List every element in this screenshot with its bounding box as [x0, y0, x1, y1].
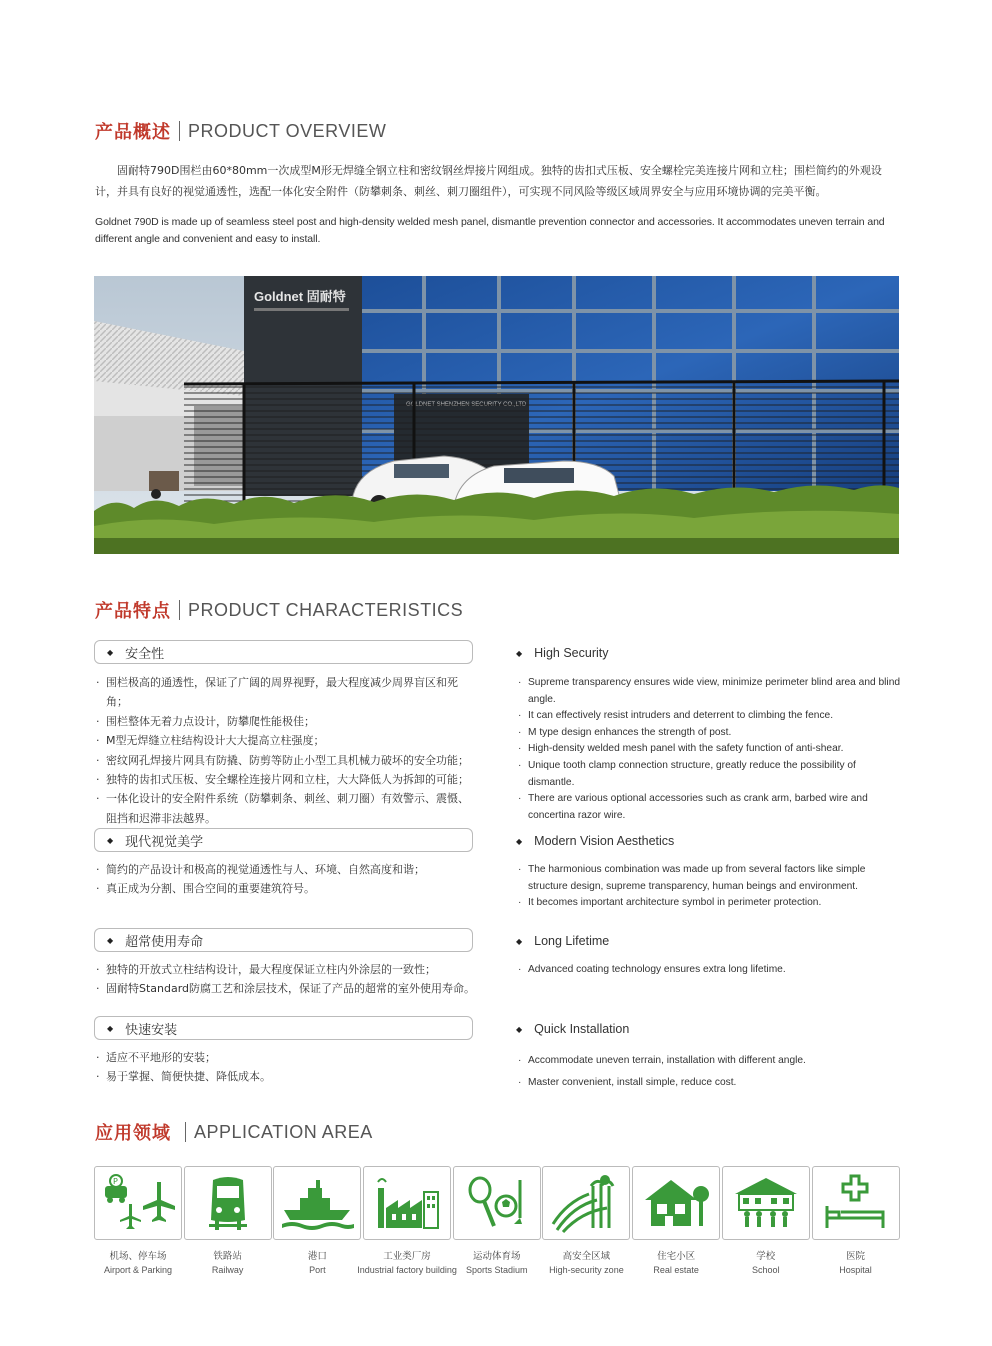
application-label-cn: 机场、停车场: [109, 1251, 167, 1262]
application-label-en: Railway: [211, 1265, 244, 1275]
application-item: [94, 1166, 182, 1275]
train-icon: [184, 1166, 272, 1240]
overview-title-cn: 产品概述: [95, 122, 171, 143]
house-icon: [632, 1166, 720, 1240]
application-item: [722, 1166, 810, 1275]
diamond-icon: ◆: [516, 936, 523, 946]
feature-security-list-cn: [96, 673, 476, 828]
feature-security-list-en: [518, 675, 903, 824]
svg-text:P: P: [113, 1177, 118, 1186]
overview-text-en: Goldnet 790D is made up of seamless steel post and high-density welded mesh panel, dismantle prevention connector and accessories. It accommodates uneven terrain and different angle and convenient and easy to install.: [95, 216, 885, 245]
diamond-icon: ◆: [107, 835, 114, 845]
characteristics-title-cn: 产品特点: [95, 601, 171, 622]
application-label-en: Industrial factory building: [357, 1265, 457, 1275]
list-item: · Master convenient, install simple, reduce cost.: [518, 1072, 903, 1094]
application-item: [542, 1166, 630, 1275]
list-item: · 固耐特Standard防腐工艺和涂层技术，保证了产品的超常的室外使用寿命。: [96, 979, 476, 998]
diamond-icon: ◆: [107, 935, 114, 945]
diamond-icon: ◆: [516, 1024, 523, 1034]
feature-lifetime-box: [94, 928, 473, 952]
characteristics-title-en: PRODUCT CHARACTERISTICS: [188, 599, 464, 620]
application-label-en: Sports Stadium: [465, 1265, 528, 1275]
application-label-en: Airport & Parking: [103, 1265, 173, 1275]
list-item: · It can effectively resist intruders and deterrent to climbing the fence.: [518, 708, 903, 725]
heading-divider: [179, 600, 180, 620]
sports-icon: [453, 1166, 541, 1240]
list-item: · 易于掌握、简便快捷、降低成本。: [96, 1067, 476, 1086]
diamond-icon: ◆: [516, 836, 523, 846]
heading-divider: [185, 1122, 186, 1142]
application-label-en: School: [752, 1265, 780, 1275]
overview-heading: [95, 118, 386, 144]
feature-installation-box: [94, 1016, 473, 1040]
feature-title-en: Long Lifetime: [534, 934, 610, 948]
security-zone-icon: [542, 1166, 630, 1240]
application-label-cn: 医院: [845, 1251, 865, 1262]
characteristics-heading: [95, 597, 463, 623]
feature-title-cn: 现代视觉美学: [125, 834, 204, 850]
feature-title-en: Modern Vision Aesthetics: [534, 834, 675, 848]
application-label-cn: 铁路站: [213, 1251, 242, 1262]
list-item: · Supreme transparency ensures wide view, minimize perimeter blind area and blind angle.: [518, 675, 903, 708]
list-item: · 围栏极高的通透性，保证了广阔的周界视野，最大程度减少周界盲区和死角；: [96, 673, 476, 712]
feature-lifetime-list-en: [518, 962, 903, 979]
application-item: [632, 1166, 720, 1275]
application-label-en: Real estate: [653, 1265, 699, 1275]
application-label-cn: 港口: [307, 1251, 327, 1262]
feature-lifetime-list-cn: [96, 960, 476, 999]
list-item: · The harmonious combination was made up from several factors like simple structure design, supreme transparency, human beings and environment.: [518, 862, 903, 895]
list-item: · 独特的开放式立柱结构设计，最大程度保证立柱内外涂层的一致性；: [96, 960, 476, 979]
feature-title-cn: 安全性: [125, 646, 165, 662]
photo-sign: Goldnet 固耐特: [254, 289, 346, 304]
list-item: · Unique tooth clamp connection structure, greatly reduce the possibility of dismantle.: [518, 758, 903, 791]
list-item: · 简约的产品设计和极高的视觉通透性与人、环境、自然高度和谐；: [96, 860, 476, 879]
school-icon: [722, 1166, 810, 1240]
feature-title-cn: 超常使用寿命: [125, 934, 204, 950]
feature-installation-list-en: [518, 1050, 903, 1094]
list-item: · 独特的齿扣式压板、安全螺栓连接片网和立柱，大大降低人为拆卸的可能；: [96, 770, 476, 789]
list-item: · Advanced coating technology ensures extra long lifetime.: [518, 962, 903, 979]
feature-title-en: High Security: [534, 646, 609, 660]
feature-installation-list-cn: [96, 1048, 476, 1087]
application-label-cn: 运动体育场: [472, 1251, 521, 1262]
feature-aesthetics-list-en: [518, 862, 903, 912]
application-label-en: High-security zone: [549, 1265, 624, 1275]
application-item: [812, 1166, 900, 1275]
airport-icon: [94, 1166, 182, 1240]
feature-title-en: Quick Installation: [534, 1022, 630, 1036]
feature-security-box: [94, 640, 473, 664]
application-item: [357, 1166, 457, 1275]
application-title-cn: 应用领域: [95, 1123, 171, 1144]
diamond-icon: ◆: [107, 647, 114, 657]
overview-title-en: PRODUCT OVERVIEW: [188, 120, 387, 141]
application-heading: [95, 1119, 373, 1145]
overview-text-cn: 固耐特790D围栏由60*80mm一次成型M形无焊缝全钢立柱和密纹钢丝焊接片网组成。独特的齿扣式压板、安全螺栓完美连接片网和立柱；围栏简约的外观设计，并具有良好的视觉通透性，选配一体化安全附件（防攀刺条、刺丝、刺刀圈组件），可实现不同风险等级区域周界安全与应用环境协调的完美平衡。: [95, 164, 882, 198]
application-item: [184, 1166, 272, 1275]
list-item: · 适应不平地形的安装；: [96, 1048, 476, 1067]
list-item: · Accommodate uneven terrain, installation with different angle.: [518, 1050, 903, 1072]
product-photo: [94, 276, 899, 554]
application-label-en: Hospital: [839, 1265, 872, 1275]
feature-aesthetics-list-cn: [96, 860, 476, 899]
factory-icon: [363, 1166, 451, 1240]
application-icons: [94, 1166, 901, 1275]
list-item: · M型无焊缝立柱结构设计大大提高立柱强度；: [96, 731, 476, 750]
application-label-cn: 学校: [756, 1251, 776, 1262]
feature-title-cn: 快速安装: [125, 1022, 178, 1038]
application-label-cn: 住宅小区: [657, 1251, 696, 1262]
feature-lifetime-title-en: [516, 929, 609, 953]
list-item: · 密纹网孔焊接片网具有防撬、防剪等防止小型工具机械力破坏的安全功能；: [96, 751, 476, 770]
feature-aesthetics-box: [94, 828, 473, 852]
list-item: · 真正成为分割、围合空间的重要建筑符号。: [96, 879, 476, 898]
list-item: · 一体化设计的安全附件系统（防攀刺条、刺丝、刺刀圈）有效警示、震慑、阻挡和迟滞非法越界。: [96, 789, 476, 828]
feature-security-title-en: [516, 641, 609, 665]
list-item: · High-density welded mesh panel with the safety function of anti-shear.: [518, 741, 903, 758]
application-item: [453, 1166, 541, 1275]
feature-installation-title-en: [516, 1017, 629, 1041]
application-label-en: Port: [309, 1265, 326, 1275]
hospital-icon: [812, 1166, 900, 1240]
ship-icon: [273, 1166, 361, 1240]
heading-divider: [179, 121, 180, 141]
application-title-en: APPLICATION AREA: [194, 1121, 373, 1142]
list-item: · It becomes important architecture symbol in perimeter protection.: [518, 895, 903, 912]
list-item: · 围栏整体无着力点设计，防攀爬性能极佳；: [96, 712, 476, 731]
application-label-cn: 高安全区域: [562, 1251, 611, 1262]
application-item: [273, 1166, 361, 1275]
list-item: · There are various optional accessories such as crank arm, barbed wire and concertina razor wire.: [518, 791, 903, 824]
diamond-icon: ◆: [516, 648, 523, 658]
list-item: · M type design enhances the strength of post.: [518, 725, 903, 742]
feature-aesthetics-title-en: [516, 829, 674, 853]
application-label-cn: 工业类厂房: [383, 1251, 431, 1262]
diamond-icon: ◆: [107, 1023, 114, 1033]
